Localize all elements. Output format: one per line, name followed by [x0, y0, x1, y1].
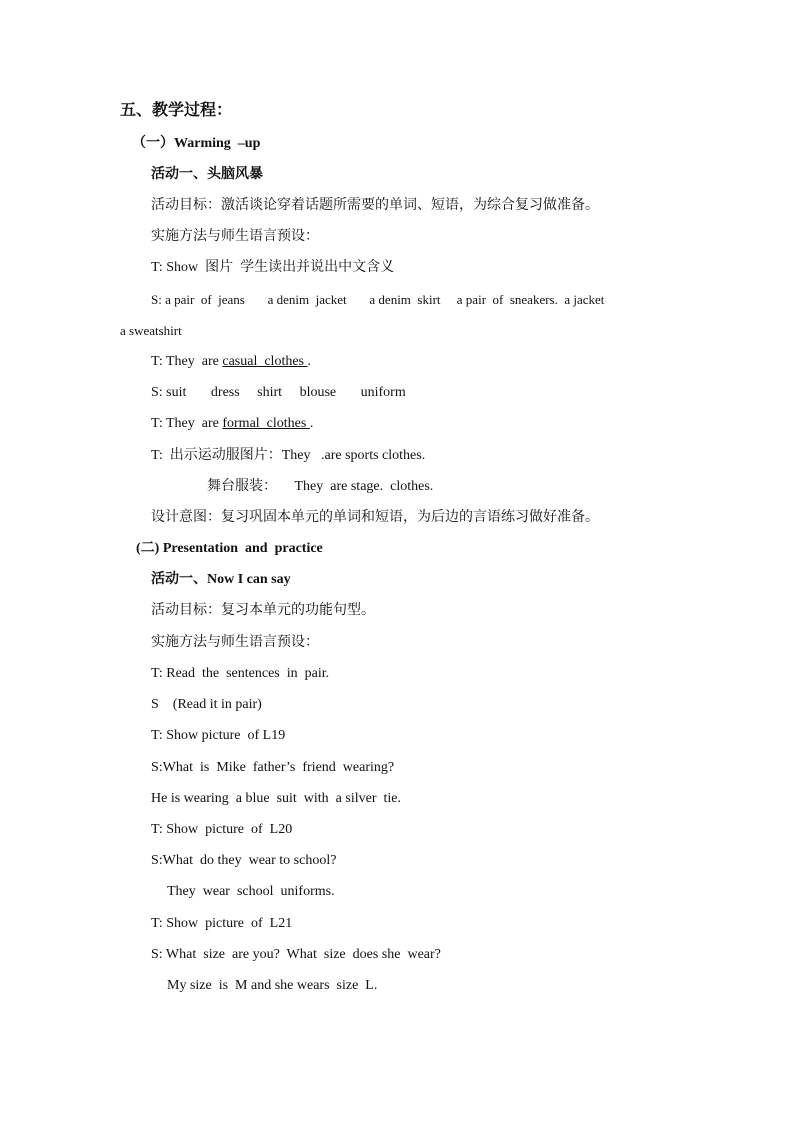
student-line-continued: a sweatshirt — [120, 323, 182, 338]
student-line-school-wear: S:What do they wear to school? — [151, 853, 337, 868]
teacher-line-sports-clothes: T: 出示运动服图片：They .are sports clothes. — [151, 448, 426, 463]
student-line-clothes-list: S: a pair of jeans a denim jacket a denim skirt a pair of sneakers. a jacket — [151, 292, 605, 307]
activity-heading-now-i-can-say: 活动一、Now I can say — [151, 572, 291, 587]
subsection-heading-presentation: (二) Presentation and practice — [136, 541, 323, 556]
teacher-line-picture-l20: T: Show picture of L20 — [151, 822, 293, 837]
section-heading-teaching-process: 五、教学过程： — [120, 102, 233, 119]
student-line-mike-father: S:What is Mike father’s friend wearing? — [151, 760, 395, 775]
teacher-line-formal: T: They are formal clothes . — [151, 416, 314, 431]
teacher-line-read-sentences: T: Read the sentences in pair. — [151, 666, 330, 681]
answer-line-blue-suit: He is wearing a blue suit with a silver tie. — [151, 791, 401, 806]
method-heading-2: 实施方法与师生语言预设： — [151, 635, 319, 650]
underlined-formal-clothes: formal clothes — [222, 416, 310, 431]
method-heading-1: 实施方法与师生语言预设： — [151, 229, 319, 244]
answer-line-school-uniforms: They wear school uniforms. — [167, 884, 335, 899]
activity-heading-brainstorm: 活动一、头脑风暴 — [151, 167, 263, 182]
subsection-heading-warming-up: （一）Warming –up — [132, 136, 261, 151]
student-line-formal-items: S: suit dress shirt blouse uniform — [151, 385, 406, 400]
teacher-line-picture-l21: T: Show picture of L21 — [151, 916, 293, 931]
stage-clothes-line: 舞台服装： They are stage. clothes. — [207, 479, 434, 494]
answer-line-my-size: My size is M and she wears size L. — [167, 978, 378, 993]
underlined-casual-clothes: casual clothes — [222, 354, 308, 369]
student-line-what-size: S: What size are you? What size does she wear? — [151, 947, 441, 962]
teacher-line-show-pictures: T: Show 图片 学生读出并说出中文含义 — [151, 260, 395, 275]
student-line-read-in-pair: S (Read it in pair) — [151, 697, 262, 712]
teacher-line-casual: T: They are casual clothes . — [151, 354, 311, 369]
teacher-line-picture-l19: T: Show picture of L19 — [151, 728, 286, 743]
design-intent-1: 设计意图：复习巩固本单元的单词和短语，为后边的言语练习做好准备。 — [151, 510, 599, 525]
activity-goal-1: 活动目标：激活谈论穿着话题所需要的单词、短语，为综合复习做准备。 — [151, 198, 599, 213]
activity-goal-2: 活动目标：复习本单元的功能句型。 — [151, 603, 375, 618]
